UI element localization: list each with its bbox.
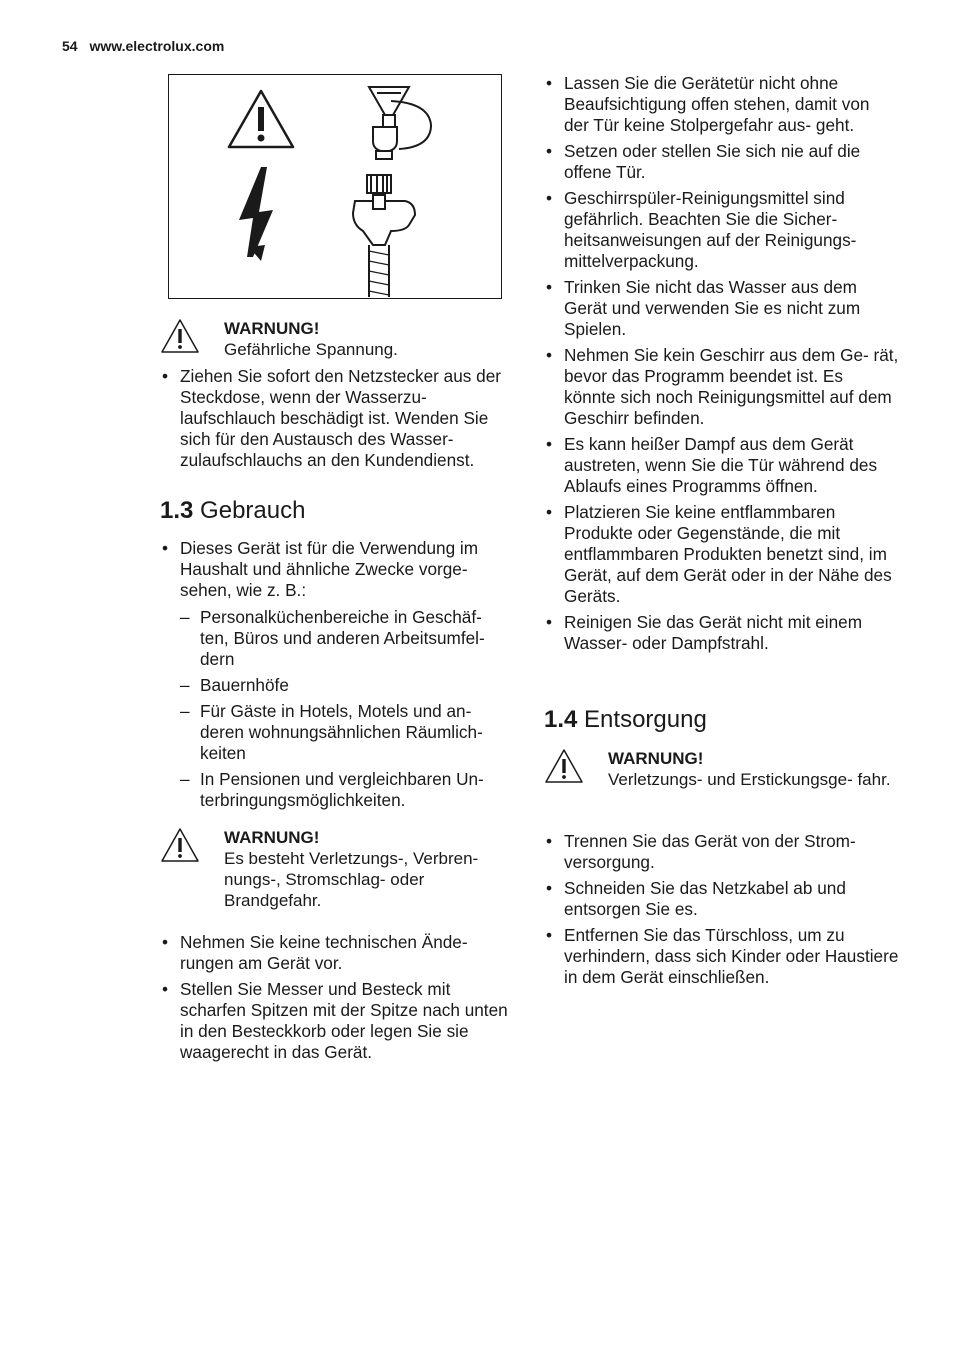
list-item: • Nehmen Sie keine technischen Ände- rungen am Gerät vor. [160,932,515,974]
list-item-text: Dieses Gerät ist für die Verwendung im Haushalt und ähnliche Zwecke vorge- sehen, wie z. B.: [180,538,479,600]
page-number: 54 [62,38,78,54]
list-item: • Es kann heißer Dampf aus dem Gerät austreten, wenn Sie die Tür während des Ablaufs eines Programms öffnen. [544,434,899,497]
list-item: • Ziehen Sie sofort den Netzstecker aus der Steckdose, wenn der Wasserzu- laufschlauch beschädigt ist. Wenden Sie sich für den Austausch des Wasser- zulaufschlauchs an den Kundendienst. [160,366,515,471]
list-item: • Geschirrspüler-Reinigungsmittel sind gefährlich. Beachten Sie die Sicher- heitsanweisungen auf der Reinigungs- mittelverpackung. [544,188,899,272]
section-number: 1.4 [544,706,578,733]
gebrauch-list [160,538,515,816]
warning-title: WARNUNG! [224,319,320,338]
warning-voltage [160,318,398,360]
sub-list-item: – In Pensionen und vergleichbaren Un- terbringungsmöglichkeiten. [180,769,515,811]
warning-text: Es besteht Verletzungs-, Verbren- nungs-, Stromschlag- oder Brandgefahr. [224,849,479,910]
list-item: • Nehmen Sie kein Geschirr aus dem Ge- rät, bevor das Programm beendet ist. Es könnte sich noch Reinigungsmittel auf dem Geschirr befinden. [544,345,899,429]
list-item: • Setzen oder stellen Sie sich nie auf die offene Tür. [544,141,899,183]
sub-list-item: – Personalküchenbereiche in Geschäf- ten, Büros und anderen Arbeitsumfel- dern [180,607,515,670]
warning-figure [168,74,502,299]
water-tap-icon [369,87,431,159]
sub-list [180,607,515,811]
warning-icon [160,827,200,863]
voltage-bullet-list [160,366,515,476]
warning-title: WARNUNG! [608,749,704,768]
section-title: Entsorgung [584,706,707,733]
list-item: • Trinken Sie nicht das Wasser aus dem Gerät und verwenden Sie es nicht zum Spielen. [544,277,899,340]
lightning-icon [239,167,273,261]
gebrauch-list-continued [160,932,515,1068]
entsorgung-list [544,831,899,993]
hose-illustration [169,75,503,300]
sub-list-item: – Bauernhöfe [180,675,515,696]
gebrauch-list-right [544,73,899,659]
list-item: • Lassen Sie die Gerätetür nicht ohne Beaufsichtigung offen stehen, damit von der Tür keine Stolpergefahr aus- geht. [544,73,899,136]
sub-list-item: – Für Gäste in Hotels, Motels und an- deren wohnungsähnlichen Räumlich- keiten [180,701,515,764]
warning-title: WARNUNG! [224,828,320,847]
warning-icon [544,748,584,784]
section-heading-entsorgung [544,706,707,734]
section-number: 1.3 [160,497,194,524]
warning-triangle-icon [229,91,293,147]
warning-text: Gefährliche Spannung. [224,340,398,359]
warning-gebrauch [160,827,514,911]
list-item: • Platzieren Sie keine entflammbaren Produkte oder Gegenstände, die mit entflammbaren Produkten benetzt sind, im Gerät, auf dem Gerät oder in der Nähe des Geräts. [544,502,899,607]
page-header [62,38,224,54]
warning-text: Verletzungs- und Erstickungsge- fahr. [608,770,891,789]
list-item: • Stellen Sie Messer und Besteck mit scharfen Spitzen mit der Spitze nach unten in den Besteckkorb oder legen Sie sie waagerecht in das Gerät. [160,979,515,1063]
warning-icon [160,318,200,354]
site-url: www.electrolux.com [89,38,225,54]
list-item: • Trennen Sie das Gerät von der Strom- versorgung. [544,831,899,873]
list-item: • Entfernen Sie das Türschloss, um zu verhindern, dass sich Kinder oder Haustiere in dem Gerät einschließen. [544,925,899,988]
hose-connector-icon [353,175,415,297]
warning-entsorgung [544,748,898,790]
list-item [160,538,515,811]
section-title: Gebrauch [200,497,306,524]
section-heading-gebrauch [160,497,305,525]
list-item: • Reinigen Sie das Gerät nicht mit einem Wasser- oder Dampfstrahl. [544,612,899,654]
list-item: • Schneiden Sie das Netzkabel ab und entsorgen Sie es. [544,878,899,920]
